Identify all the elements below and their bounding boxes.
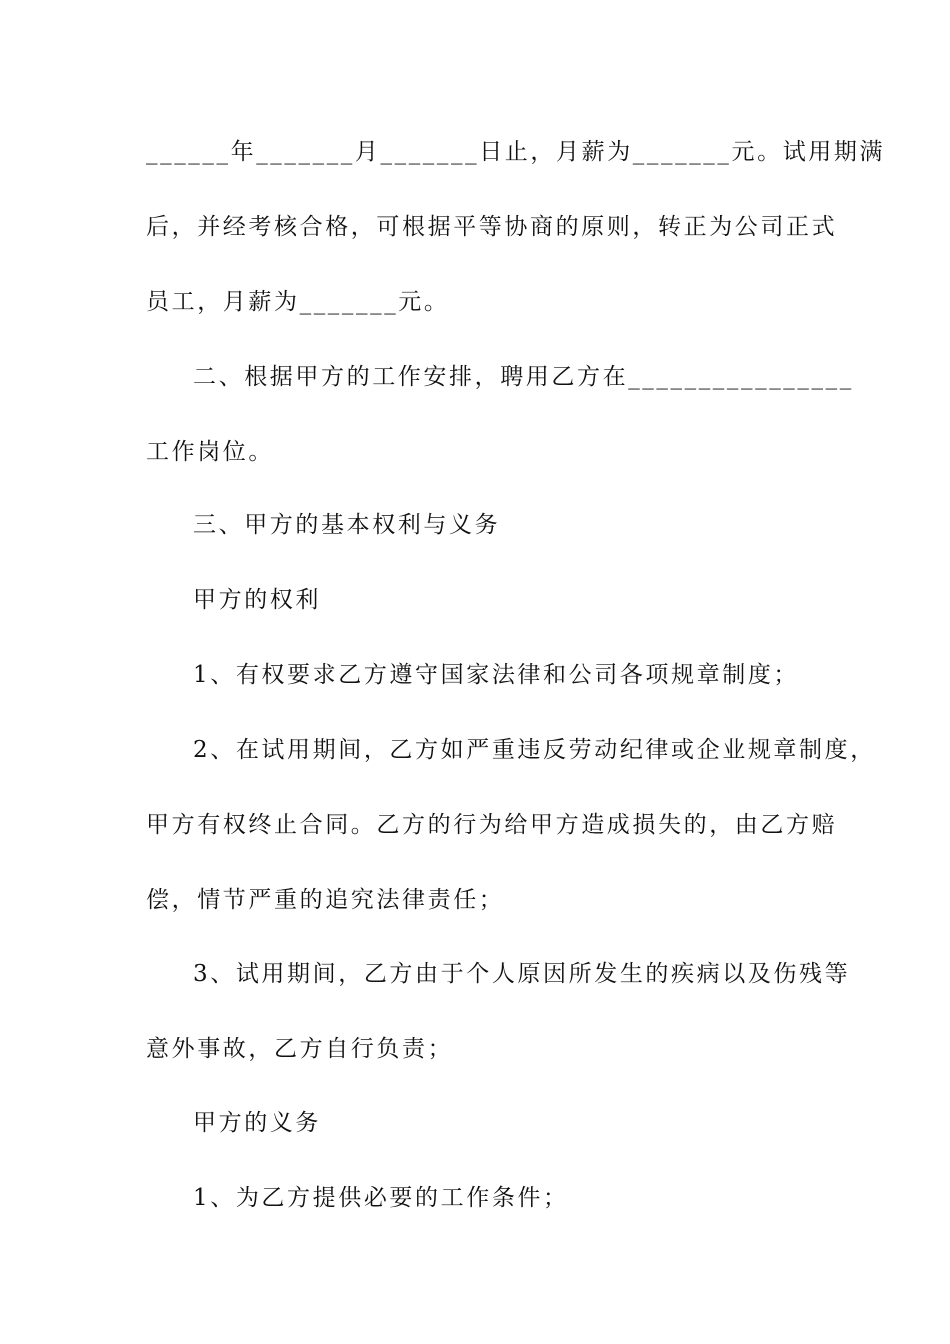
section-heading-2: 二、根据甲方的工作安排，聘用乙方在________________ — [193, 364, 854, 390]
text-line: 工作岗位。 — [146, 439, 274, 465]
text-line: 意外事故，乙方自行负责； — [146, 1036, 454, 1062]
text-line: 员工，月薪为_______元。 — [146, 289, 450, 315]
list-item: 1、为乙方提供必要的工作条件； — [193, 1185, 569, 1211]
list-item: 1、有权要求乙方遵守国家法律和公司各项规章制度； — [193, 662, 800, 688]
text-line: 后，并经考核合格，可根据平等协商的原则，转正为公司正式 — [146, 214, 838, 240]
text-line: 甲方有权终止合同。乙方的行为给甲方造成损失的，由乙方赔 — [146, 812, 838, 838]
section-heading-3: 三、甲方的基本权利与义务 — [193, 512, 501, 538]
list-item: 2、在试用期间，乙方如严重违反劳动纪律或企业规章制度， — [193, 737, 876, 763]
text-line: 偿，情节严重的追究法律责任； — [146, 887, 505, 913]
subheading-rights: 甲方的权利 — [193, 587, 321, 613]
text-line: ______年_______月_______日止，月薪为_______元。试用期满 — [146, 139, 886, 165]
subheading-obligations: 甲方的义务 — [193, 1110, 321, 1136]
list-item: 3、试用期间，乙方由于个人原因所发生的疾病以及伤残等 — [193, 961, 851, 987]
